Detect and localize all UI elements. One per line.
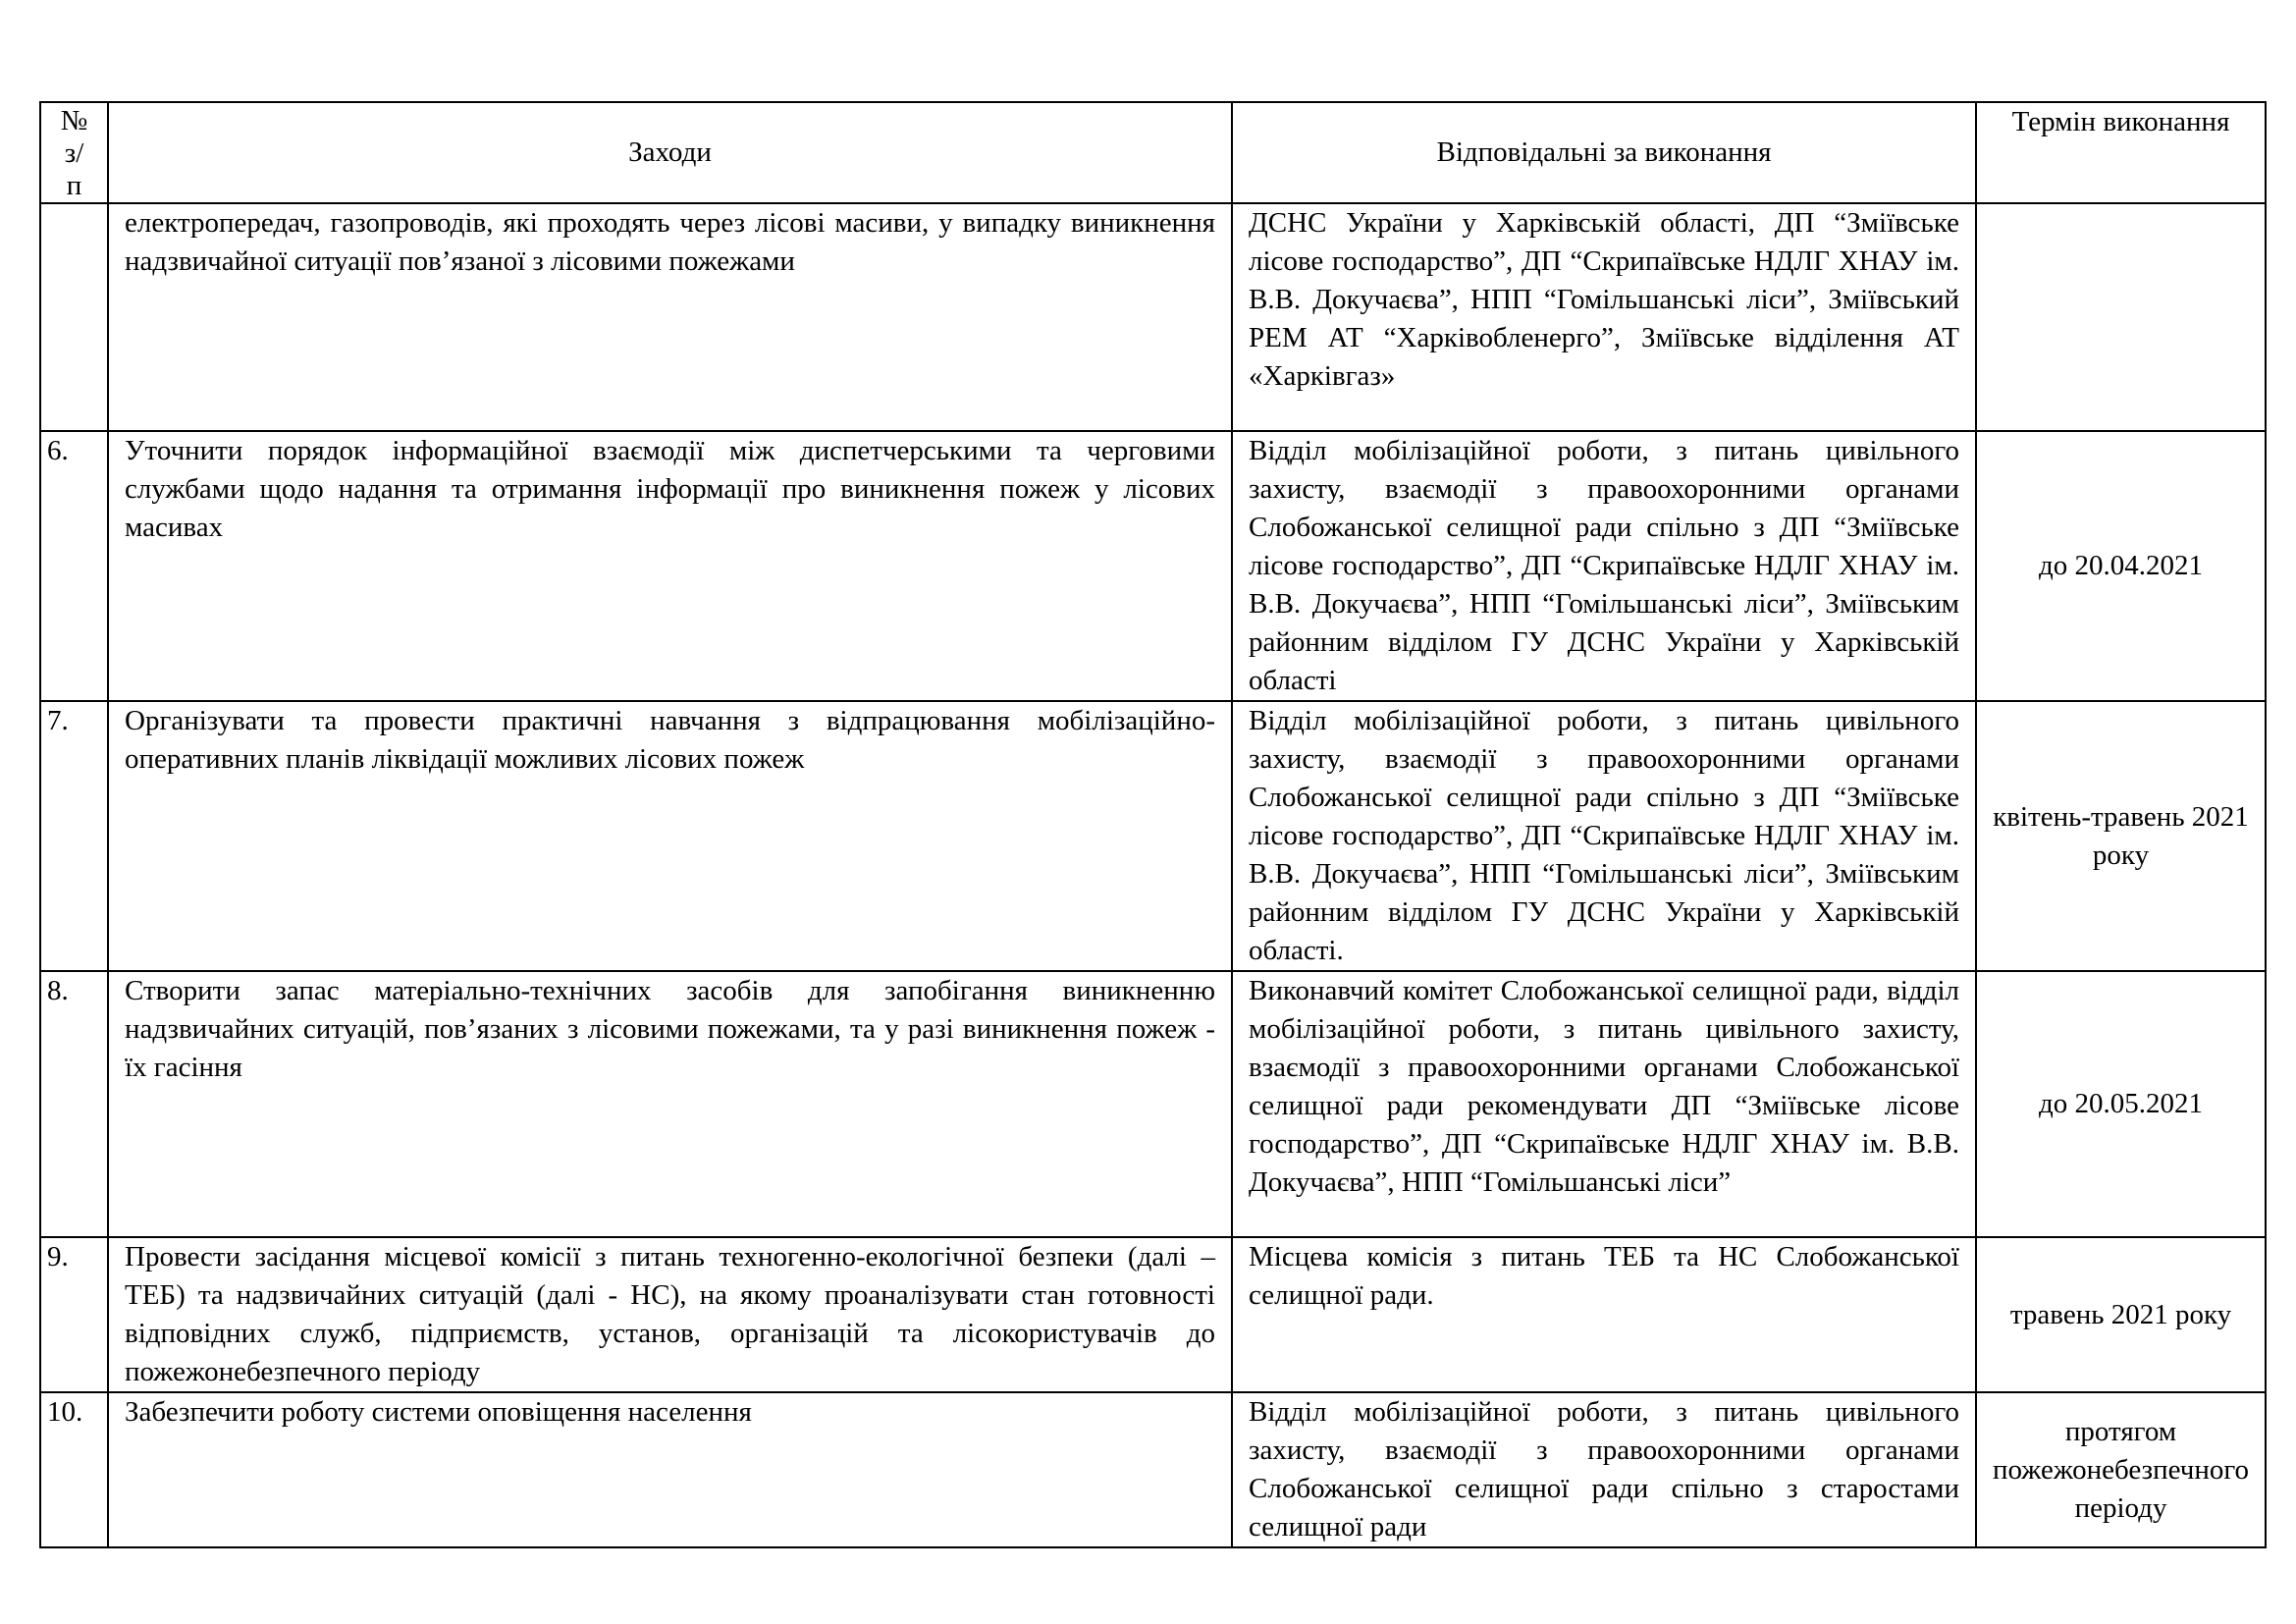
table-row bbox=[40, 203, 2266, 431]
row-responsible: Місцева комісія з питань ТЕБ та НС Слобожанської селищної ради. bbox=[1232, 1237, 1976, 1392]
table-header-row bbox=[40, 102, 2266, 203]
row-responsible: Відділ мобілізаційної роботи, з питань цивільного захисту, взаємодії з правоохоронними органами Слобожанської селищної ради спільно з старостами селищної ради bbox=[1232, 1392, 1976, 1547]
row-measure: Створити запас матеріально-технічних засобів для запобігання виникненню надзвичайних ситуацій, пов’язаних з лісовими пожежами, та у разі виникнення пожеж - їх гасіння bbox=[108, 971, 1232, 1237]
row-measure: Уточнити порядок інформаційної взаємодії між диспетчерськими та черговими службами щодо надання та отримання інформації про виникнення пожеж у лісових масивах bbox=[108, 431, 1232, 701]
row-number: 7. bbox=[40, 701, 108, 971]
header-measures: Заходи bbox=[108, 102, 1232, 203]
measures-table bbox=[39, 101, 2267, 1548]
row-number bbox=[40, 203, 108, 431]
row-number: 8. bbox=[40, 971, 108, 1237]
row-deadline: до 20.04.2021 bbox=[1976, 431, 2266, 701]
row-responsible: Відділ мобілізаційної роботи, з питань цивільного захисту, взаємодії з правоохоронними органами Слобожанської селищної ради спільно з ДП “Зміївське лісове господарство”, ДП “Скрипаївське НДЛГ ХНАУ ім. В.В. Докучаєва”, НПП “Гомільшанські ліси”, Зміївським районним відділом ГУ ДСНС України у Харківській області. bbox=[1232, 701, 1976, 971]
table-row bbox=[40, 1392, 2266, 1547]
row-number: 10. bbox=[40, 1392, 108, 1547]
row-responsible: Виконавчий комітет Слобожанської селищної ради, відділ мобілізаційної роботи, з питань цивільного захисту, взаємодії з правоохоронними органами Слобожанської селищної ради рекомендувати ДП “Зміївське лісове господарство”, ДП “Скрипаївське НДЛГ ХНАУ ім. В.В. Докучаєва”, НПП “Гомільшанські ліси” bbox=[1232, 971, 1976, 1237]
row-deadline: до 20.05.2021 bbox=[1976, 971, 2266, 1237]
row-number: 9. bbox=[40, 1237, 108, 1392]
table-row bbox=[40, 701, 2266, 971]
header-responsible: Відповідальні за виконання bbox=[1232, 102, 1976, 203]
header-deadline: Термін виконання bbox=[1976, 102, 2266, 203]
row-measure: Забезпечити роботу системи оповіщення населення bbox=[108, 1392, 1232, 1547]
row-measure: Організувати та провести практичні навчання з відпрацювання мобілізаційно-оперативних планів ліквідації можливих лісових пожеж bbox=[108, 701, 1232, 971]
row-deadline bbox=[1976, 203, 2266, 431]
header-num: № з/п bbox=[40, 102, 108, 203]
table-row bbox=[40, 971, 2266, 1237]
row-number: 6. bbox=[40, 431, 108, 701]
table-row bbox=[40, 1237, 2266, 1392]
row-deadline: протягом пожежонебезпечного періоду bbox=[1976, 1392, 2266, 1547]
row-responsible: ДСНС України у Харківській області, ДП “Зміївське лісове господарство”, ДП “Скрипаївське НДЛГ ХНАУ ім. В.В. Докучаєва”, НПП “Гомільшанські ліси”, Зміївський РЕМ АТ “Харківобленерго”, Зміївське відділення АТ «Харківгаз» bbox=[1232, 203, 1976, 431]
row-deadline: квітень-травень 2021 року bbox=[1976, 701, 2266, 971]
row-deadline: травень 2021 року bbox=[1976, 1237, 2266, 1392]
row-measure: електропередач, газопроводів, які проходять через лісові масиви, у випадку виникнення надзвичайної ситуації пов’язаної з лісовими пожежами bbox=[108, 203, 1232, 431]
table-row bbox=[40, 431, 2266, 701]
row-measure: Провести засідання місцевої комісії з питань техногенно-екологічної безпеки (далі – ТЕБ) та надзвичайних ситуацій (далі - НС), на якому проаналізувати стан готовності відповідних служб, підприємств, установ, організацій та лісокористувачів до пожежонебезпечного періоду bbox=[108, 1237, 1232, 1392]
row-responsible: Відділ мобілізаційної роботи, з питань цивільного захисту, взаємодії з правоохоронними органами Слобожанської селищної ради спільно з ДП “Зміївське лісове господарство”, ДП “Скрипаївське НДЛГ ХНАУ ім. В.В. Докучаєва”, НПП “Гомільшанські ліси”, Зміївським районним відділом ГУ ДСНС України у Харківській області bbox=[1232, 431, 1976, 701]
